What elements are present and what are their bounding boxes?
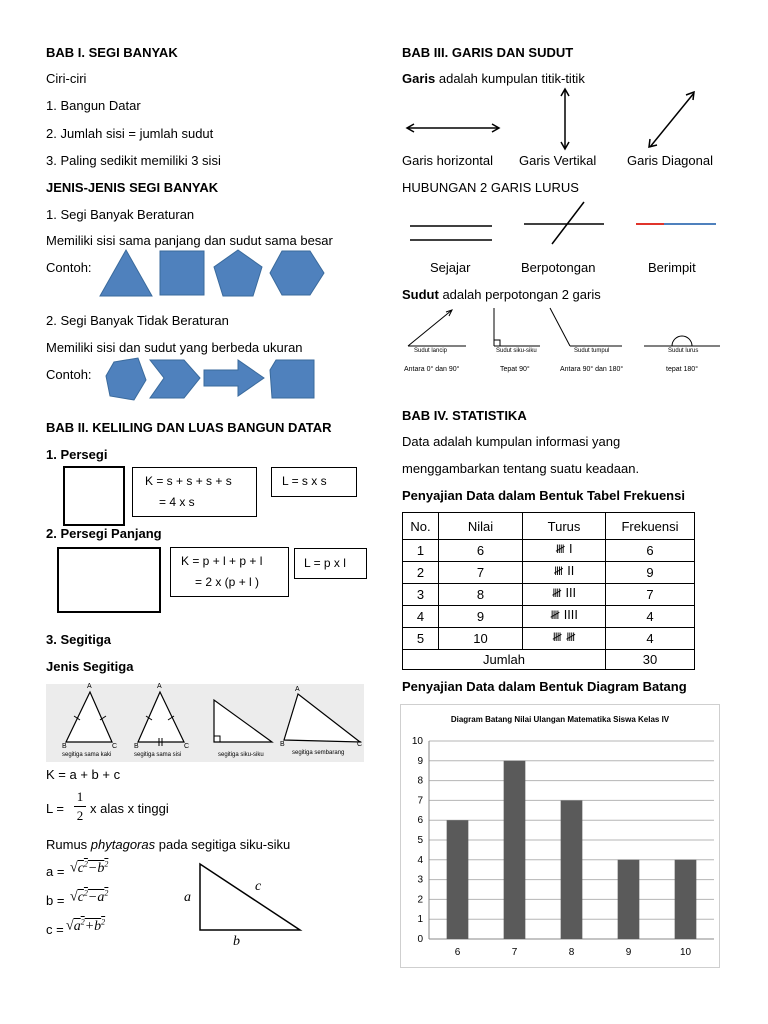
y-tick-label: 0	[417, 934, 423, 945]
pp-k2: = 2 x (p + l )	[195, 575, 260, 589]
table-header: Nilai	[439, 513, 523, 540]
eq-c-formula: $√a^2+b^2$	[66, 917, 106, 934]
intersect-line	[552, 202, 584, 244]
contoh-label: Contoh:	[46, 367, 92, 382]
eq-b-formula: $√c^2-a^2$	[70, 888, 109, 905]
fraction-denominator: 2	[76, 808, 84, 823]
arrow-shape	[204, 360, 264, 396]
sudut-range: Tepat 90°	[500, 366, 530, 373]
y-tick-label: 3	[417, 874, 423, 886]
table-cell: 2	[403, 562, 439, 584]
eq-b-label: b =	[46, 893, 65, 908]
bar-chart-frame	[400, 704, 720, 968]
table-cell: 𝍸 III	[523, 584, 606, 606]
table-header: Turus	[523, 513, 606, 540]
ciri-item: 2. Jumlah sisi = jumlah sudut	[46, 126, 214, 141]
y-tick-label: 6	[417, 815, 423, 827]
tri-label: segitiga sama kaki	[62, 752, 112, 758]
sudut-name: Sudut siku-siku	[496, 348, 537, 354]
triangle-shape	[100, 250, 152, 296]
table-cell: 4	[606, 606, 695, 628]
table-total-row	[403, 650, 695, 670]
vertex-label-a: A	[295, 686, 300, 693]
table-cell: 6	[606, 540, 695, 562]
table-cell: 4	[606, 628, 695, 650]
x-tick-label: 9	[625, 947, 632, 958]
bar	[561, 800, 583, 939]
triangle-types-panel	[46, 684, 364, 762]
persegi-square	[63, 466, 125, 526]
hubungan-label: Berimpit	[648, 260, 696, 275]
y-tick-label: 5	[417, 835, 423, 846]
bar	[504, 761, 526, 939]
table-row	[403, 606, 695, 628]
table-cell: 9	[606, 562, 695, 584]
fraction-bar	[74, 806, 86, 807]
side-c-label: c	[255, 879, 262, 894]
bar	[447, 820, 469, 939]
jumlah-label: Jumlah	[403, 650, 606, 670]
y-tick-label: 1	[417, 914, 423, 926]
table-row	[403, 584, 695, 606]
eq-a-formula: $√c^2-b^2$	[70, 859, 109, 876]
tidak-title: 2. Segi Banyak Tidak Beraturan	[46, 313, 229, 328]
x-tick-label: 8	[568, 947, 575, 958]
table-cell: 5	[403, 628, 439, 650]
sudut-desc: Sudut adalah perpotongan 2 garis	[402, 287, 601, 302]
chart-title: Diagram Batang Nilai Ulangan Matematika Siswa Kelas IV	[450, 715, 670, 724]
bar	[675, 860, 697, 939]
persegi-k2: = 4 x s	[159, 495, 195, 509]
pentagon-shape	[214, 250, 262, 296]
eq-a-label: a =	[46, 864, 65, 879]
vertex-label-c: C	[184, 743, 190, 750]
persegi-panjang-rect	[57, 547, 161, 613]
vertex-label-b: B	[62, 743, 67, 750]
table-cell: 8	[439, 584, 523, 606]
tri-label: segitiga sembarang	[292, 750, 345, 756]
table-header: No.	[403, 513, 439, 540]
regular-polygons	[96, 248, 336, 300]
vertex-label-b: B	[280, 741, 285, 748]
hubungan-label: Sejajar	[430, 260, 471, 275]
table-cell: 7	[439, 562, 523, 584]
tri-label: segitiga siku-siku	[218, 752, 264, 758]
table-cell: 7	[606, 584, 695, 606]
garis-type-label: Garis horizontal	[402, 153, 494, 168]
data-desc-1: Data adalah kumpulan informasi yang	[402, 434, 621, 449]
vertex-label-a: A	[157, 683, 162, 690]
segitiga-title: 3. Segitiga	[46, 632, 112, 647]
hexagon-shape	[270, 251, 324, 295]
garis-type-label: Garis Diagonal	[627, 153, 713, 168]
persegi-l: L = s x s	[282, 474, 327, 488]
vertex-label-b: B	[134, 743, 139, 750]
irregular-polygons	[104, 356, 324, 402]
table-cell: 𝍸 II	[523, 562, 606, 584]
pp-l: L = p x l	[304, 556, 346, 570]
contoh-label: Contoh:	[46, 260, 92, 275]
persegi-luas-box	[271, 467, 357, 497]
jenis-segitiga-title: Jenis Segitiga	[46, 659, 134, 674]
irregular-quad-shape	[270, 360, 314, 398]
fraction-numerator: 1	[76, 789, 84, 804]
beraturan-title: 1. Segi Banyak Beraturan	[46, 207, 195, 222]
bab1-title: BAB I. SEGI BANYAK	[46, 45, 178, 60]
ciri-item: 3. Paling sedikit memiliki 3 sisi	[46, 153, 221, 168]
bar	[618, 860, 640, 939]
vertex-label-c: C	[112, 743, 118, 750]
y-tick-label: 10	[411, 736, 423, 747]
pp-keliling-box	[170, 547, 289, 597]
line-types-drawing	[402, 84, 722, 152]
tidak-desc: Memiliki sisi dan sudut yang berbeda ukuran	[46, 340, 303, 355]
sudut-range: Antara 90° dan 180°	[560, 366, 624, 373]
chevron-shape	[150, 360, 200, 398]
ciri-item: 1. Bangun Datar	[46, 98, 141, 113]
table-cell: 1	[403, 540, 439, 562]
sudut-name: Sudut lancip	[414, 348, 448, 354]
bab3-title: BAB III. GARIS DAN SUDUT	[402, 45, 574, 60]
table-cell: 4	[403, 606, 439, 628]
pythagoras-title: Rumus phytagoras pada segitiga siku-siku	[46, 837, 291, 852]
persegi-k1: K = s + s + s + s	[145, 474, 232, 488]
table-header: Frekuensi	[606, 513, 695, 540]
side-b-label: b	[233, 934, 240, 949]
table-cell: 10	[439, 628, 523, 650]
garis-desc: Garis adalah kumpulan titik-titik	[402, 71, 585, 86]
table-row	[403, 540, 695, 562]
persegi-keliling-box	[132, 467, 257, 517]
right-triangle	[196, 860, 306, 935]
vertex-label-a: A	[87, 683, 92, 690]
sudut-range: tepat 180°	[666, 366, 698, 373]
beraturan-desc: Memiliki sisi sama panjang dan sudut sama besar	[46, 233, 333, 248]
diagram-title: Penyajian Data dalam Bentuk Diagram Batang	[402, 679, 687, 694]
tabel-title: Penyajian Data dalam Bentuk Tabel Frekuensi	[402, 488, 685, 503]
side-a-label: a	[184, 890, 191, 905]
table-cell: 9	[439, 606, 523, 628]
persegi-title: 1. Persegi	[46, 447, 108, 462]
y-tick-label: 2	[417, 894, 423, 906]
bar-chart	[401, 705, 719, 967]
diagonal-line	[650, 93, 694, 147]
y-tick-label: 4	[417, 854, 423, 866]
jumlah-value: 30	[606, 650, 695, 670]
line-relations-drawing	[402, 198, 722, 248]
vertex-label-c: C	[357, 741, 363, 748]
y-tick-label: 9	[417, 755, 423, 767]
x-tick-label: 7	[511, 947, 518, 958]
y-tick-label: 8	[417, 775, 423, 787]
hubungan-label: Berpotongan	[521, 260, 596, 275]
angle-types-drawing	[400, 304, 722, 354]
hubungan-title: HUBUNGAN 2 GARIS LURUS	[402, 180, 579, 195]
square-shape	[160, 251, 204, 295]
table-cell: 𝍸 IIII	[523, 606, 606, 628]
sudut-name: Sudut tumpul	[574, 348, 610, 354]
table-row	[403, 628, 695, 650]
garis-type-label: Garis Vertikal	[519, 153, 597, 168]
jenis-title: JENIS-JENIS SEGI BANYAK	[46, 180, 219, 195]
y-tick-label: 7	[417, 795, 423, 807]
luas-suffix: x alas x tinggi	[90, 801, 169, 816]
x-tick-label: 10	[679, 947, 692, 958]
table-cell: 6	[439, 540, 523, 562]
tri-label: segitiga sama sisi	[134, 752, 182, 758]
sudut-range: Antara 0° dan 90°	[404, 366, 460, 373]
table-header-row	[403, 513, 695, 540]
frequency-table	[402, 512, 695, 670]
table-cell: 3	[403, 584, 439, 606]
bab2-title: BAB II. KELILING DAN LUAS BANGUN DATAR	[46, 420, 332, 435]
sudut-name: Sudut lurus	[668, 348, 699, 354]
eq-c-label: c =	[46, 922, 64, 937]
table-cell: 𝍸 I	[523, 540, 606, 562]
table-row	[403, 562, 695, 584]
ciri-title: Ciri-ciri	[46, 71, 87, 86]
table-cell: 𝍸 𝍸	[523, 628, 606, 650]
keliling-segitiga: K = a + b + c	[46, 767, 121, 782]
bab4-title: BAB IV. STATISTIKA	[402, 408, 527, 423]
irregular-pentagon-shape	[106, 358, 146, 400]
data-desc-2: menggambarkan tentang suatu keadaan.	[402, 461, 640, 476]
pp-k1: K = p + l + p + l	[181, 554, 263, 568]
pp-title: 2. Persegi Panjang	[46, 526, 162, 541]
pp-luas-box	[294, 548, 367, 579]
x-tick-label: 6	[454, 947, 461, 958]
luas-prefix: L =	[46, 801, 64, 816]
